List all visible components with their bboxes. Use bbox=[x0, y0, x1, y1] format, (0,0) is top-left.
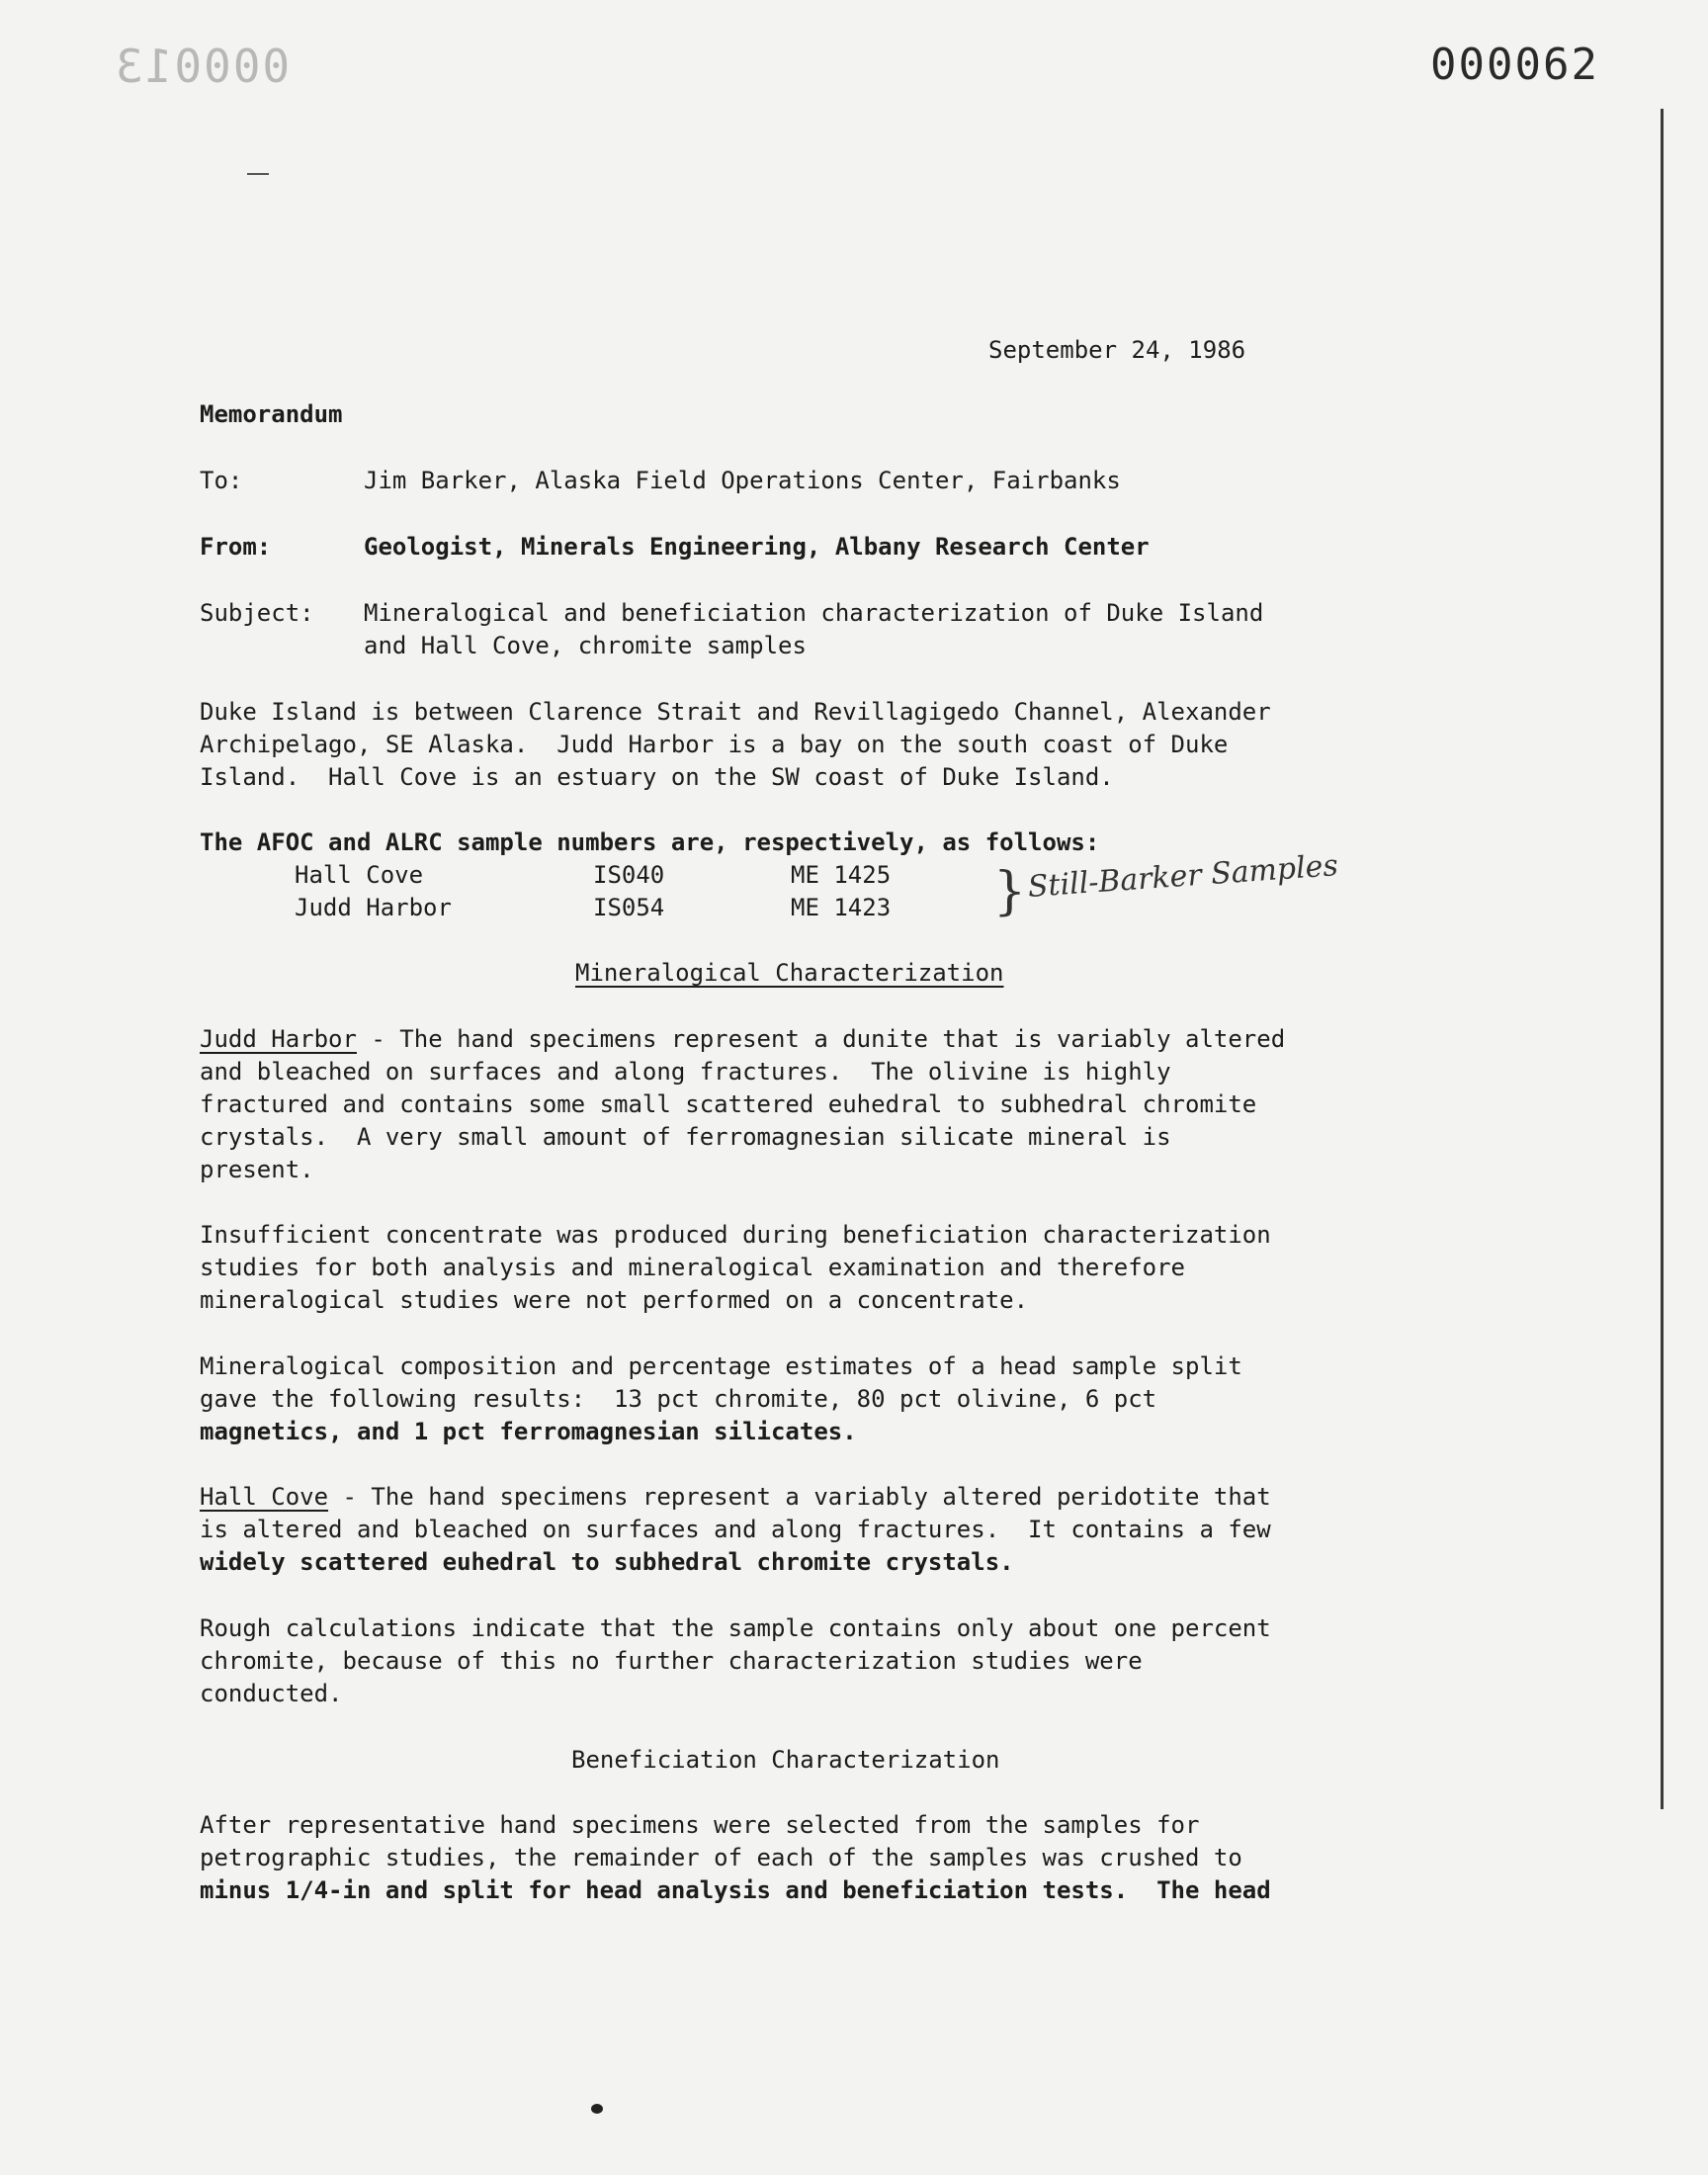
hall-paragraph-line-2: is altered and bleached on surfaces and along fractures. It contains a few bbox=[200, 1516, 1271, 1543]
judd-paragraph-line-3: fractured and contains some small scattered euhedral to subhedral chromite bbox=[200, 1090, 1257, 1118]
scan-mark bbox=[247, 173, 269, 175]
intro-line-2: Archipelago, SE Alaska. Judd Harbor is a bay on the south coast of Duke bbox=[200, 731, 1229, 758]
after-line-1: After representative hand specimens were selected from the samples for bbox=[200, 1811, 1200, 1839]
sample-row-afoc: IS054 bbox=[593, 894, 665, 921]
subject-line-1: Mineralogical and beneficiation characterization of Duke Island bbox=[364, 599, 1264, 627]
page-number-stamp: 000062 bbox=[1430, 40, 1599, 90]
insufficient-line-3: mineralogical studies were not performed on a concentrate. bbox=[200, 1286, 1029, 1314]
rough-line-1: Rough calculations indicate that the sample contains only about one percent bbox=[200, 1614, 1271, 1642]
judd-paragraph-line-4: crystals. A very small amount of ferromagnesian silicate mineral is bbox=[200, 1123, 1171, 1151]
sample-row-alrc: ME 1425 bbox=[791, 861, 892, 889]
intro-line-1: Duke Island is between Clarence Strait and Revillagigedo Channel, Alexander bbox=[200, 698, 1271, 726]
rough-line-3: conducted. bbox=[200, 1680, 343, 1707]
judd-paragraph-text: - The hand specimens represent a dunite that is variably altered bbox=[356, 1025, 1286, 1053]
page-edge-line bbox=[1661, 109, 1664, 1809]
samples-heading: The AFOC and ALRC sample numbers are, respectively, as follows: bbox=[200, 828, 1100, 856]
rough-line-2: chromite, because of this no further characterization studies were bbox=[200, 1647, 1143, 1675]
handwritten-brace: } bbox=[993, 862, 1027, 921]
subject-line-2: and Hall Cove, chromite samples bbox=[364, 632, 807, 659]
composition-line-1: Mineralogical composition and percentage estimates of a head sample split bbox=[200, 1352, 1242, 1380]
sample-row-afoc: IS040 bbox=[593, 861, 665, 889]
sample-row-alrc: ME 1423 bbox=[791, 894, 892, 921]
judd-harbor-label: Judd Harbor bbox=[200, 1025, 357, 1053]
judd-paragraph-line-2: and bleached on surfaces and along fractures. The olivine is highly bbox=[200, 1058, 1171, 1086]
composition-line-3: magnetics, and 1 pct ferromagnesian silicates. bbox=[200, 1418, 857, 1445]
hall-paragraph-text: - The hand specimens represent a variably altered peridotite that bbox=[328, 1483, 1271, 1511]
ink-spot bbox=[591, 2104, 603, 2114]
subject-label: Subject: bbox=[200, 599, 314, 627]
hall-cove-label: Hall Cove bbox=[200, 1483, 329, 1511]
handwritten-note: Still-Barker Samples bbox=[1026, 848, 1339, 905]
insufficient-line-2: studies for both analysis and mineralogical examination and therefore bbox=[200, 1254, 1185, 1281]
memo-date: September 24, 1986 bbox=[988, 336, 1246, 364]
memo-title: Memorandum bbox=[200, 400, 343, 428]
from-value: Geologist, Minerals Engineering, Albany Research Center bbox=[364, 533, 1150, 561]
intro-line-3: Island. Hall Cove is an estuary on the SW coast of Duke Island. bbox=[200, 763, 1114, 791]
after-line-3: minus 1/4-in and split for head analysis and beneficiation tests. The head bbox=[200, 1876, 1271, 1904]
sample-row-name: Judd Harbor bbox=[295, 894, 452, 921]
to-value: Jim Barker, Alaska Field Operations Center, Fairbanks bbox=[364, 467, 1121, 494]
judd-paragraph-line-5: present. bbox=[200, 1156, 314, 1183]
page-stamp-mirrored: 000013 bbox=[114, 40, 291, 93]
section-title-beneficiation: Beneficiation Characterization bbox=[571, 1746, 1000, 1774]
judd-paragraph-line-1 bbox=[200, 1023, 1285, 1056]
sample-row-name: Hall Cove bbox=[295, 861, 424, 889]
to-label: To: bbox=[200, 467, 243, 494]
hall-paragraph-line-1 bbox=[200, 1481, 1271, 1514]
insufficient-line-1: Insufficient concentrate was produced during beneficiation characterization bbox=[200, 1221, 1271, 1249]
after-line-2: petrographic studies, the remainder of each of the samples was crushed to bbox=[200, 1844, 1242, 1871]
from-label: From: bbox=[200, 533, 272, 561]
section-title-mineralogical: Mineralogical Characterization bbox=[575, 959, 1004, 987]
composition-line-2: gave the following results: 13 pct chromite, 80 pct olivine, 6 pct bbox=[200, 1385, 1157, 1413]
hall-paragraph-line-3: widely scattered euhedral to subhedral chromite crystals. bbox=[200, 1548, 1014, 1576]
